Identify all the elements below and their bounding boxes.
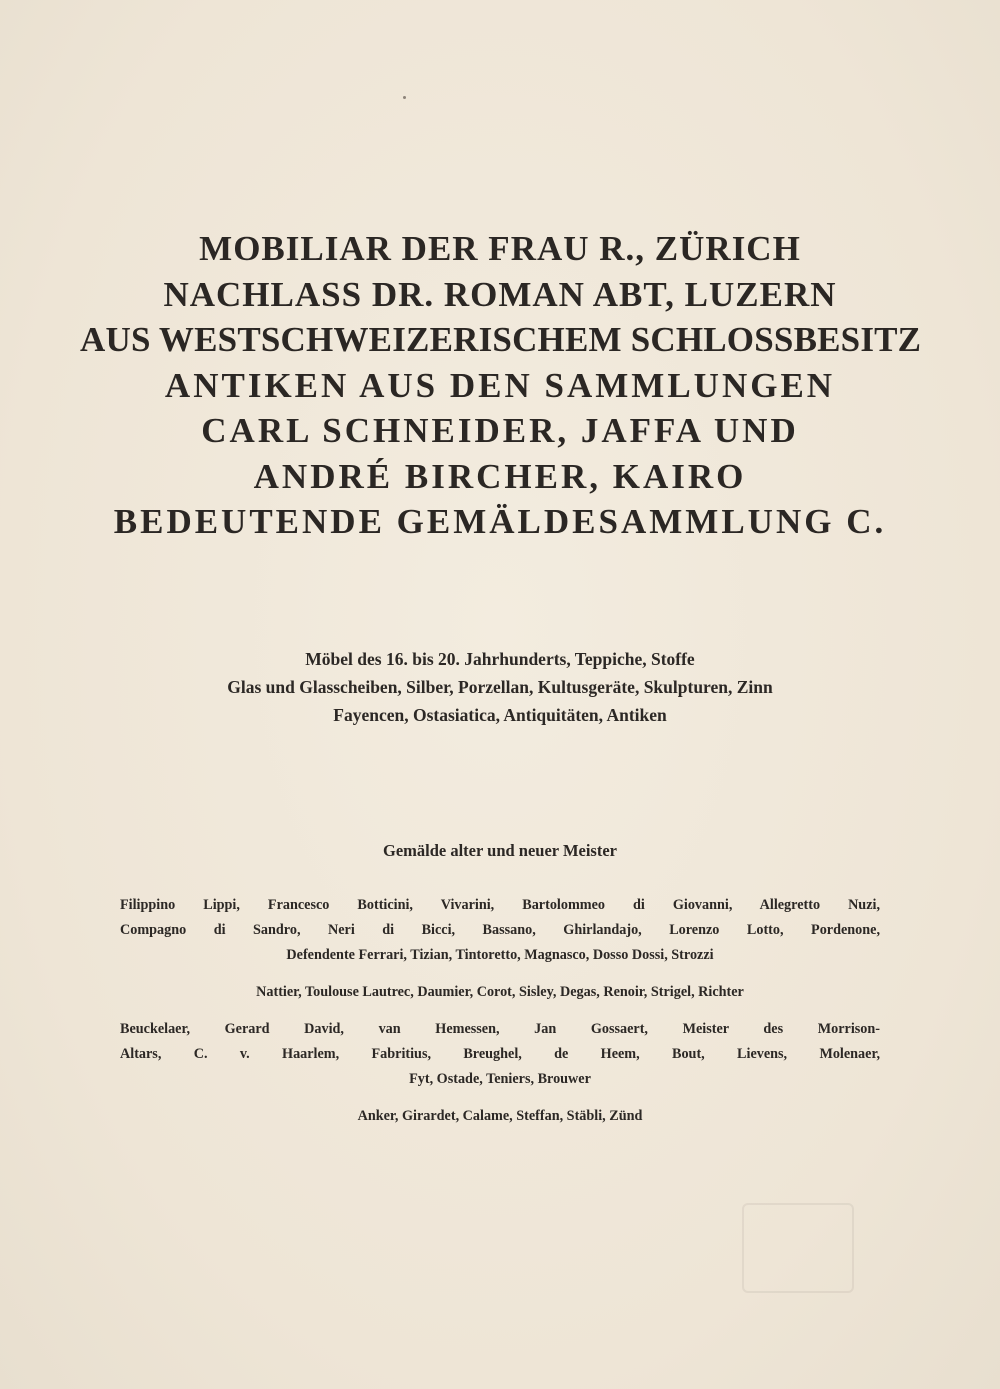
artist-line: Filippino Lippi, Francesco Botticini, Vivarini, Bartolommeo di Giovanni, Allegretto Nuzi, — [120, 897, 880, 913]
artists-list — [120, 893, 880, 1141]
subject-line-3: Fayencen, Ostasiatica, Antiquitäten, Antiken — [333, 705, 667, 725]
title-line-3: AUS WESTSCHWEIZERISCHEM SCHLOSSBESITZ — [80, 320, 922, 359]
artist-line: Defendente Ferrari, Tizian, Tintoretto, Magnasco, Dosso Dossi, Strozzi — [286, 947, 714, 963]
artist-line: Compagno di Sandro, Neri di Bicci, Bassano, Ghirlandajo, Lorenzo Lotto, Pordenone, — [120, 922, 880, 938]
paintings-heading: Gemälde alter und neuer Meister — [382, 841, 617, 860]
artist-group-french — [120, 980, 880, 1005]
artist-line: Altars, C. v. Haarlem, Fabritius, Breughel, de Heem, Bout, Lievens, Molenaer, — [120, 1046, 880, 1062]
artist-line: Anker, Girardet, Calame, Steffan, Stäbli, Zünd — [357, 1108, 643, 1124]
catalog-title — [80, 226, 920, 545]
paper-speck — [403, 96, 406, 99]
subjects-list — [80, 645, 920, 729]
artist-line: Fyt, Ostade, Teniers, Brouwer — [409, 1071, 591, 1087]
title-line-4: ANTIKEN AUS DEN SAMMLUNGEN — [164, 365, 836, 405]
artist-line: Beuckelaer, Gerard David, van Hemessen, Jan Gossaert, Meister des Morrison- — [120, 1021, 880, 1037]
title-line-1: MOBILIAR DER FRAU R., ZÜRICH — [199, 229, 801, 268]
show-through-stamp — [742, 1203, 854, 1293]
title-line-5: CARL SCHNEIDER, JAFFA UND — [201, 411, 799, 450]
subject-line-2: Glas und Glasscheiben, Silber, Porzellan, Kultusgeräte, Skulpturen, Zinn — [227, 677, 773, 697]
title-line-6: ANDRÉ BIRCHER, KAIRO — [253, 456, 747, 496]
artist-group-old-masters-italian — [120, 893, 880, 968]
artist-group-netherlandish — [120, 1017, 880, 1092]
artist-line: Nattier, Toulouse Lautrec, Daumier, Corot, Sisley, Degas, Renoir, Strigel, Richter — [256, 984, 744, 1000]
artist-group-swiss — [120, 1104, 880, 1129]
title-line-7: BEDEUTENDE GEMÄLDESAMMLUNG C. — [113, 502, 887, 541]
title-line-2: NACHLASS DR. ROMAN ABT, LUZERN — [163, 274, 837, 314]
subject-line-1: Möbel des 16. bis 20. Jahrhunderts, Teppiche, Stoffe — [305, 649, 695, 669]
